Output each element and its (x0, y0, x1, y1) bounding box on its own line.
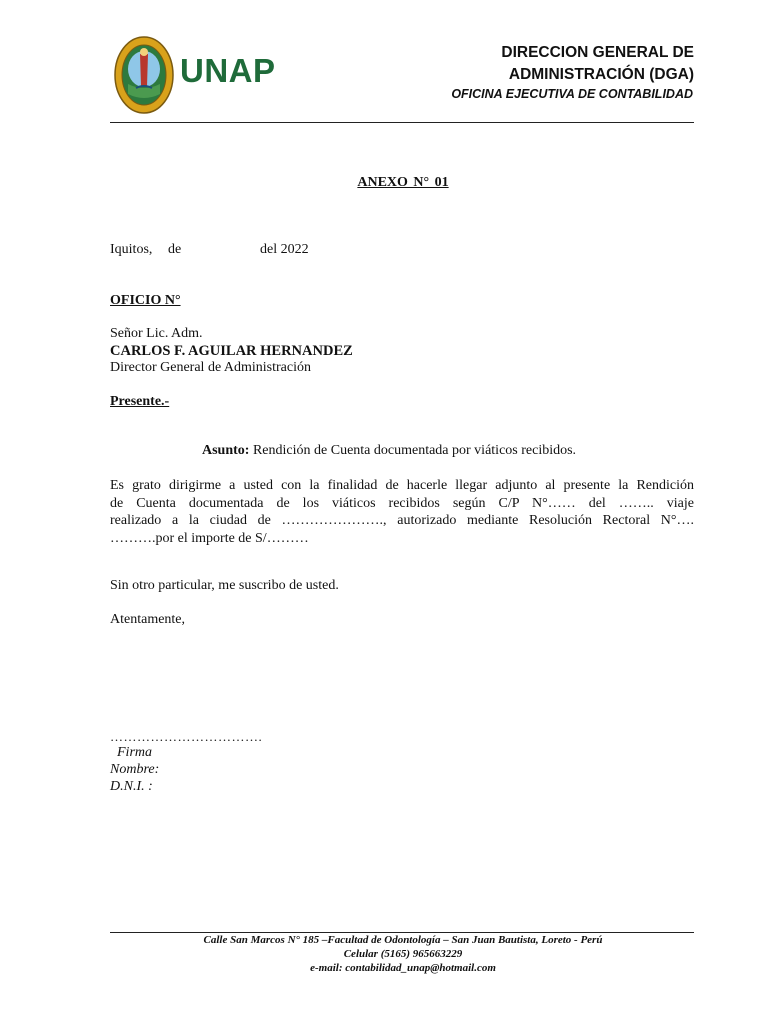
department-title-line2: ADMINISTRACIÓN (DGA) (508, 66, 694, 83)
document-title: ANEXO N° 01 (357, 175, 449, 190)
department-title-line1: DIRECCION GENERAL DE (501, 44, 694, 61)
header-divider (110, 122, 694, 123)
body-paragraph (110, 477, 694, 547)
firma-label: Firma (117, 745, 152, 760)
footer-divider (110, 932, 694, 933)
recipient-title: Director General de Administración (110, 360, 311, 375)
salutation: Señor Lic. Adm. (110, 326, 203, 341)
office-subtitle: OFICINA EJECUTIVA DE CONTABILIDAD (451, 87, 693, 101)
body-line: Es grato dirigirme a usted con la finalidad de hacerle llegar adjunto al presente la Rendición (110, 478, 694, 493)
date-city: Iquitos, (110, 242, 153, 257)
subject-text: Rendición de Cuenta documentada por viáticos recibidos. (249, 443, 577, 458)
university-seal-icon (114, 36, 174, 114)
footer-address: Calle San Marcos N° 185 –Facultad de Odontología – San Juan Bautista, Loreto - Perú (203, 934, 603, 946)
recipient-name: CARLOS F. AGUILAR HERNANDEZ (110, 343, 353, 359)
regards: Atentamente, (110, 612, 186, 627)
body-line: ……….por el importe de S/……… (110, 530, 309, 546)
brand-logo-text: UNAP (180, 52, 276, 89)
footer-phone: Celular (5165) 965663229 (343, 948, 463, 960)
signature-line: ……………………………. (110, 729, 263, 744)
body-line: realizado a la ciudad de …………………., autorizado mediante Resolución Rectoral N°…. (110, 513, 694, 528)
footer-email: e-mail: contabilidad_unap@hotmail.com (310, 962, 496, 974)
nombre-label: Nombre: (110, 762, 160, 777)
oficio-number-label: OFICIO N° (110, 293, 181, 308)
date-de: de (168, 242, 182, 257)
dni-label: D.N.I. : (110, 779, 153, 794)
closing-sentence: Sin otro particular, me suscribo de usted. (110, 578, 339, 593)
date-year: del 2022 (260, 242, 309, 257)
subject-label: Asunto: (202, 443, 250, 458)
body-line: de Cuenta documentada de los viáticos recibidos según C/P N°…… del …….. viaje (110, 495, 694, 511)
presente-label: Presente.- (110, 394, 170, 409)
subject-line (202, 443, 576, 459)
